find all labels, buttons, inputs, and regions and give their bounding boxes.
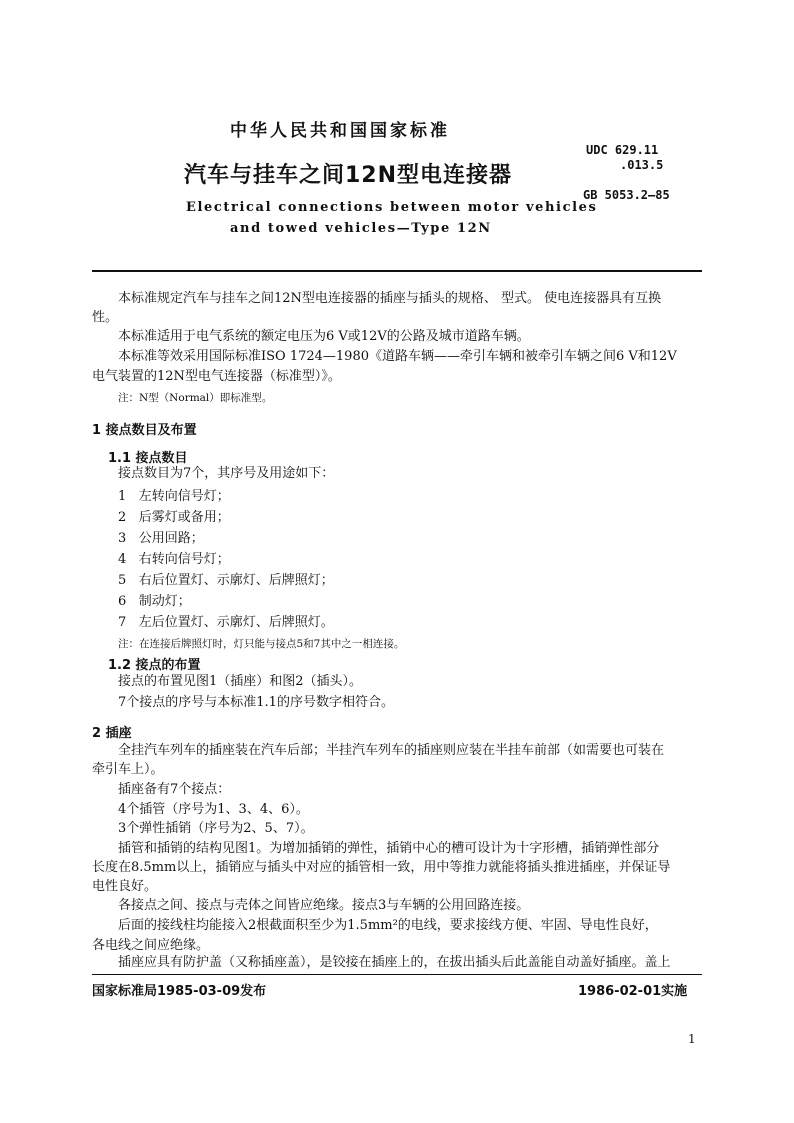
list-item: 7 左后位置灯、示廓灯、后牌照灯。 (118, 615, 334, 630)
document-title-en-line1: Electrical connections between motor vehicles (186, 200, 598, 215)
section-2-heading: 2 插座 (92, 726, 132, 741)
section-2-paragraph-1-cont: 牵引车上）。 (92, 762, 164, 777)
section-1-1-note: 注：在连接后牌照灯时，灯只能与接点5和7其中之一相连接。 (118, 638, 405, 650)
section-2-paragraph-5-cont: 长度在8.5mm以上，插销应与插头中对应的插管相一致，用中等推力就能将插头推进插座，并保证导 (92, 860, 671, 875)
section-2-paragraph-6: 各接点之间、接点与壳体之间皆应绝缘。接点3与车辆的公用回路连接。 (118, 898, 530, 913)
section-2-paragraph-2: 插座备有7个接点： (118, 782, 231, 797)
list-item: 6 制动灯； (118, 594, 191, 609)
document-title-cn: 汽车与挂车之间12N型电连接器 (184, 163, 513, 188)
intro-paragraph-1: 本标准规定汽车与挂车之间12N型电连接器的插座与插头的规格、 型式。 使电连接器具有互换 (118, 291, 662, 306)
section-1-2-paragraph-1: 接点的布置见图1（插座）和图2（插头）。 (118, 674, 363, 689)
page-number: 1 (688, 1032, 696, 1046)
section-2-paragraph-5-end: 电性良好。 (92, 879, 158, 894)
list-item: 3 公用回路； (118, 531, 204, 546)
section-2-paragraph-3: 4个插管（序号为1、3、4、6）。 (118, 802, 309, 817)
udc-code-line1: UDC 629.11 (586, 143, 659, 157)
gb-number: GB 5053.2—85 (583, 188, 670, 202)
intro-paragraph-1-cont: 性。 (92, 310, 119, 325)
section-1-2-heading: 1.2 接点的布置 (108, 658, 201, 673)
list-item: 2 后雾灯或备用； (118, 510, 230, 525)
intro-paragraph-3: 本标准等效采用国际标准ISO 1724—1980《道路车辆——牵引车辆和被牵引车辆之间6 V和12V (118, 349, 677, 364)
list-item: 5 右后位置灯、示廓灯、后牌照灯； (118, 573, 334, 588)
intro-note: 注：N型（Normal）即标准型。 (118, 392, 273, 404)
section-2-paragraph-8: 插座应具有防护盖（又称插座盖），是铰接在插座上的，在拔出插头后此盖能自动盖好插座。盖上 (118, 955, 671, 970)
standard-category: 中华人民共和国国家标准 (230, 121, 450, 141)
effective-date: 1986-02-01实施 (578, 984, 688, 999)
document-title-en-line2: and towed vehicles—Type 12N (230, 221, 492, 236)
section-2-paragraph-4: 3个弹性插销（序号为2、5、7）。 (118, 821, 314, 836)
intro-paragraph-2: 本标准适用于电气系统的额定电压为6 V或12V的公路及城市道路车辆。 (118, 329, 530, 344)
section-1-heading: 1 接点数目及布置 (92, 423, 197, 438)
intro-paragraph-3-cont: 电气装置的12N型电气连接器（标准型）》。 (92, 369, 341, 384)
section-1-1-heading: 1.1 接点数目 (108, 451, 188, 466)
issue-date: 国家标准局1985-03-09发布 (92, 984, 267, 999)
footer-divider (92, 974, 702, 975)
udc-code-line2: .013.5 (620, 158, 664, 172)
section-2-paragraph-1: 全挂汽车列车的插座装在汽车后部；半挂汽车列车的插座则应装在半挂车前部（如需要也可装在 (118, 743, 665, 758)
section-2-paragraph-5: 插管和插销的结构见图1。为增加插销的弹性，插销中心的槽可设计为十字形槽，插销弹性部分 (118, 841, 660, 856)
section-2-paragraph-7: 后面的接线柱均能接入2根截面积至少为1.5mm²的电线，要求接线方便、牢固、导电性良好， (118, 918, 658, 933)
section-1-2-paragraph-2: 7个接点的序号与本标准1.1的序号数字相符合。 (118, 695, 394, 710)
section-1-1-intro: 接点数目为7个，其序号及用途如下： (118, 466, 335, 481)
list-item: 4 右转向信号灯； (118, 552, 230, 567)
header-divider (92, 270, 702, 272)
list-item: 1 左转向信号灯； (118, 489, 230, 504)
section-2-paragraph-7-cont: 各电线之间应绝缘。 (92, 938, 210, 953)
